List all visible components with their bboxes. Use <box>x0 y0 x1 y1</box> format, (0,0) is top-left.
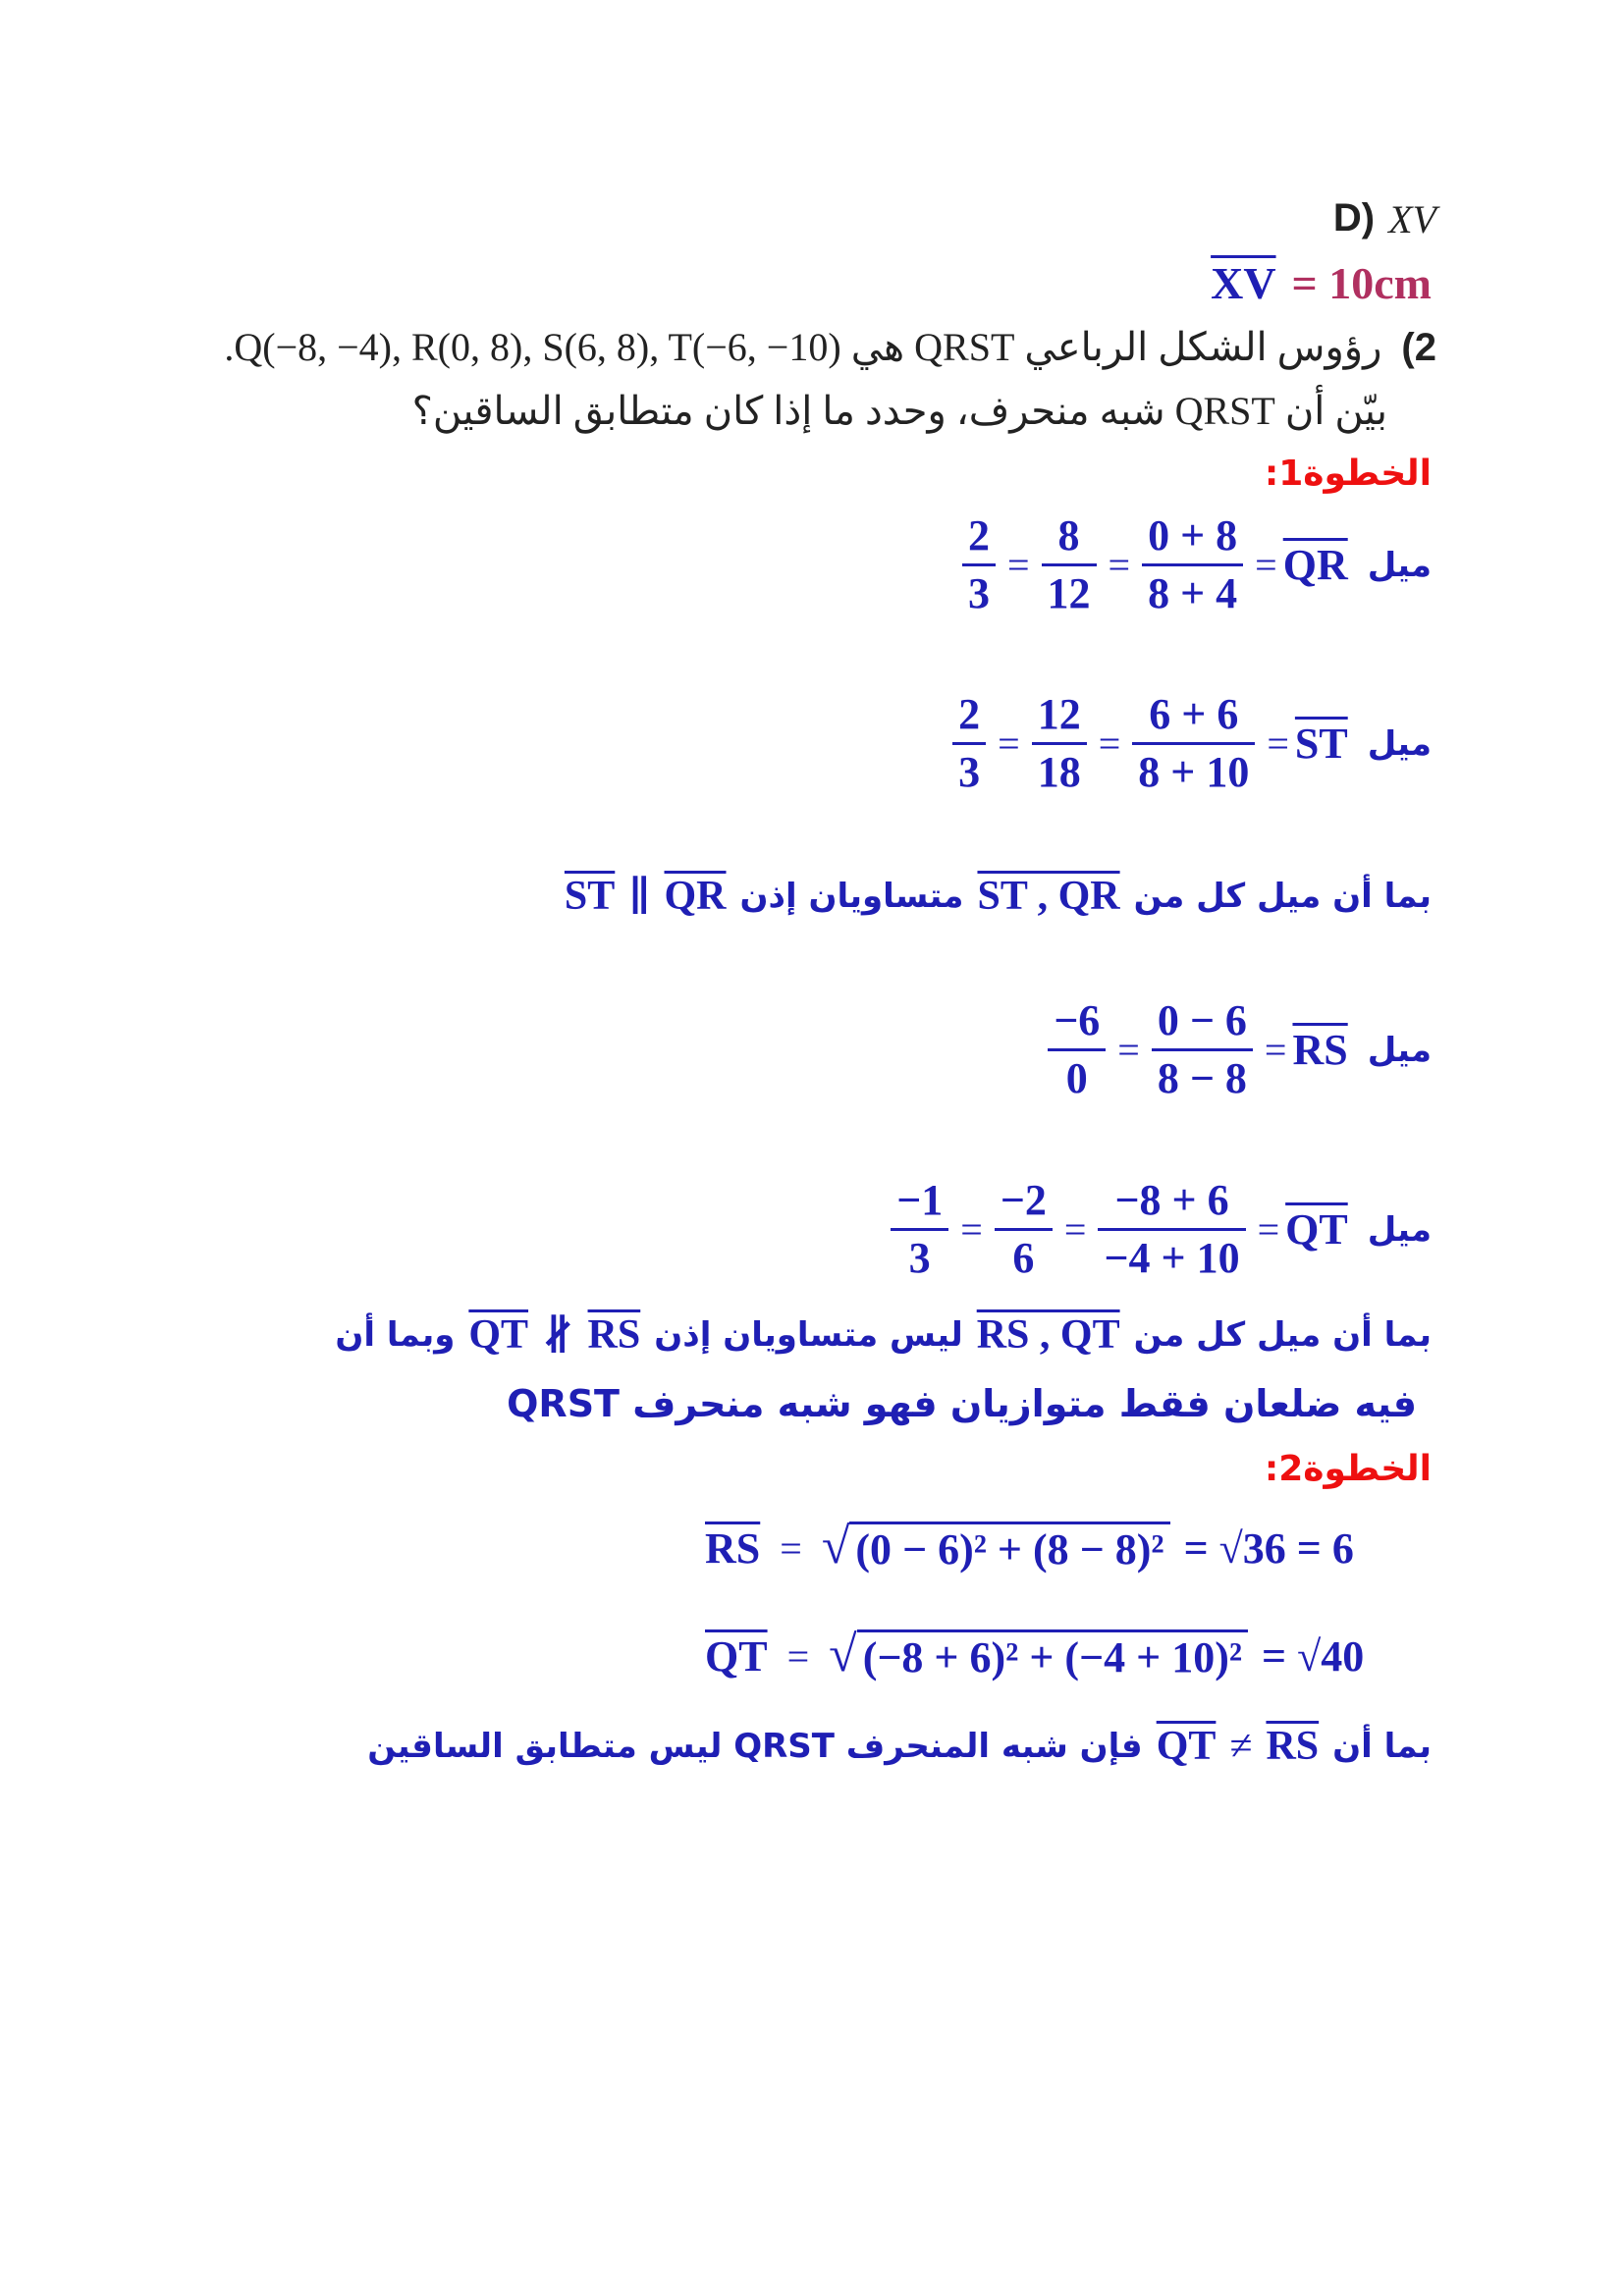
distance-qt-row <box>705 1629 1364 1682</box>
fraction: $\frac{8}{12}$ <box>1042 508 1097 621</box>
fraction: $\frac{-6}{0}$ <box>1048 993 1106 1106</box>
equals-sign: = <box>786 1633 810 1679</box>
step2-title: الخطوة2: <box>1264 1449 1432 1489</box>
isosceles-conclusion <box>367 1723 1432 1770</box>
equals-sign: = <box>1255 543 1277 587</box>
segment-qr: $\overline{QR}$ <box>1282 541 1348 589</box>
step1-title: الخطوة1: <box>1264 454 1432 494</box>
fraction: $\frac{-2}{6}$ <box>995 1173 1053 1286</box>
fraction: $\frac{2}{3}$ <box>952 687 986 800</box>
slope-label: ميل <box>1367 545 1432 585</box>
xv-segment: $\overline{XV}$ <box>1211 258 1276 308</box>
not-equal-symbol: ≠ <box>1229 1724 1253 1769</box>
parallel2-segs: RS , QT <box>976 1312 1120 1358</box>
slope-qr-row <box>956 508 1432 621</box>
equals-sign: = <box>1117 1028 1140 1072</box>
equals-sign: = <box>998 721 1020 766</box>
distance-qt-result: = √40 <box>1262 1631 1365 1681</box>
equals-sign: = <box>1006 543 1030 587</box>
parallel2-middle: ليس متساويان إذن <box>654 1315 963 1355</box>
conclusion-prefix: بما أن <box>1332 1727 1432 1766</box>
xv-value: = 10cm <box>1291 258 1432 308</box>
slope-st-row <box>947 687 1432 800</box>
conclusion-text: فإن شبه المنحرف QRST ليس متطابق الساقين <box>367 1727 1143 1766</box>
fraction: $\frac{2}{3}$ <box>962 508 996 621</box>
square-root: √ (0 − 6)² + (8 − 8)² <box>822 1522 1170 1575</box>
slope-qt-row <box>885 1173 1432 1286</box>
square-root: √ (−8 + 6)² + (−4 + 10)² <box>829 1629 1248 1682</box>
equals-sign: = <box>1267 721 1289 766</box>
slope-label: ميل <box>1367 1030 1432 1070</box>
equals-sign: = <box>1257 1207 1280 1252</box>
segment-rs: $\overline{RS}$ <box>705 1523 761 1573</box>
parallel1-prefix: بما أن ميل كل من <box>1133 877 1432 916</box>
parallel-statement-2 <box>335 1310 1432 1360</box>
parallel2-seg-a: $\overline{RS}$ <box>587 1312 641 1358</box>
fraction: $\frac{6 + 6}{8 + 10}$ <box>1132 687 1255 800</box>
question2-number: 2) <box>1401 326 1436 369</box>
equals-sign: = <box>1108 543 1131 587</box>
not-parallel-symbol: ∦ <box>542 1313 574 1359</box>
segment-rs: $\overline{RS}$ <box>1292 1026 1348 1074</box>
conclusion-seg-b: $\overline{QT}$ <box>1156 1724 1217 1769</box>
parallel-symbol: ∥ <box>628 875 651 920</box>
part-d-line <box>1333 196 1436 242</box>
fraction: $\frac{12}{18}$ <box>1032 687 1087 800</box>
parallel-statement-1 <box>565 872 1432 921</box>
segment-qt: $\overline{QT}$ <box>705 1631 768 1681</box>
slope-label: ميل <box>1367 723 1432 764</box>
segment-qt: $\overline{QT}$ <box>1285 1205 1348 1254</box>
trapezoid-conclusion: QRST فيه ضلعان فقط متوازيان فهو شبه منحرف <box>507 1382 1417 1425</box>
parallel1-seg-a: $\overline{QR}$ <box>664 874 727 919</box>
parallel2-suffix: وبما أن <box>335 1315 456 1355</box>
equals-sign: = <box>1264 1028 1287 1072</box>
fraction: $\frac{-8 + 6}{-4 + 10}$ <box>1098 1173 1245 1286</box>
parallel1-segs: ST , QR <box>977 874 1120 919</box>
fraction: $\frac{-1}{3}$ <box>891 1173 948 1286</box>
parallel1-middle: متساويان إذن <box>739 877 964 916</box>
distance-rs-result: = √36 = 6 <box>1183 1523 1354 1573</box>
parallel2-seg-b: $\overline{QT}$ <box>468 1312 529 1358</box>
slope-label: ميل <box>1367 1209 1432 1250</box>
segment-st: $\overline{ST}$ <box>1294 720 1348 768</box>
question2-line2: بيّن أن QRST شبه منحرف، وحدد ما إذا كان متطابق الساقين؟ <box>411 389 1387 433</box>
part-d-label: D) <box>1332 196 1376 240</box>
question2-line1 <box>140 324 1436 370</box>
xv-answer <box>1211 257 1432 309</box>
parallel2-prefix: بما أن ميل كل من <box>1133 1315 1432 1355</box>
question2-text1: رؤوس الشكل الرباعي QRST هي Q(−8, −4), R(0, 8), S(6, 8), T(−6, −10). <box>224 325 1382 369</box>
conclusion-seg-a: $\overline{RS}$ <box>1266 1724 1320 1769</box>
fraction: $\frac{0 - 6}{8 - 8}$ <box>1152 993 1253 1106</box>
parallel1-seg-b: $\overline{ST}$ <box>564 874 616 919</box>
part-d-var: XV <box>1388 197 1436 241</box>
equals-sign: = <box>1098 721 1121 766</box>
equals-sign: = <box>1063 1207 1087 1252</box>
distance-rs-row <box>705 1519 1354 1575</box>
slope-rs-row <box>1042 993 1432 1106</box>
equals-sign: = <box>960 1207 983 1252</box>
equals-sign: = <box>780 1525 802 1571</box>
fraction: $\frac{0 + 8}{8 + 4}$ <box>1142 508 1243 621</box>
